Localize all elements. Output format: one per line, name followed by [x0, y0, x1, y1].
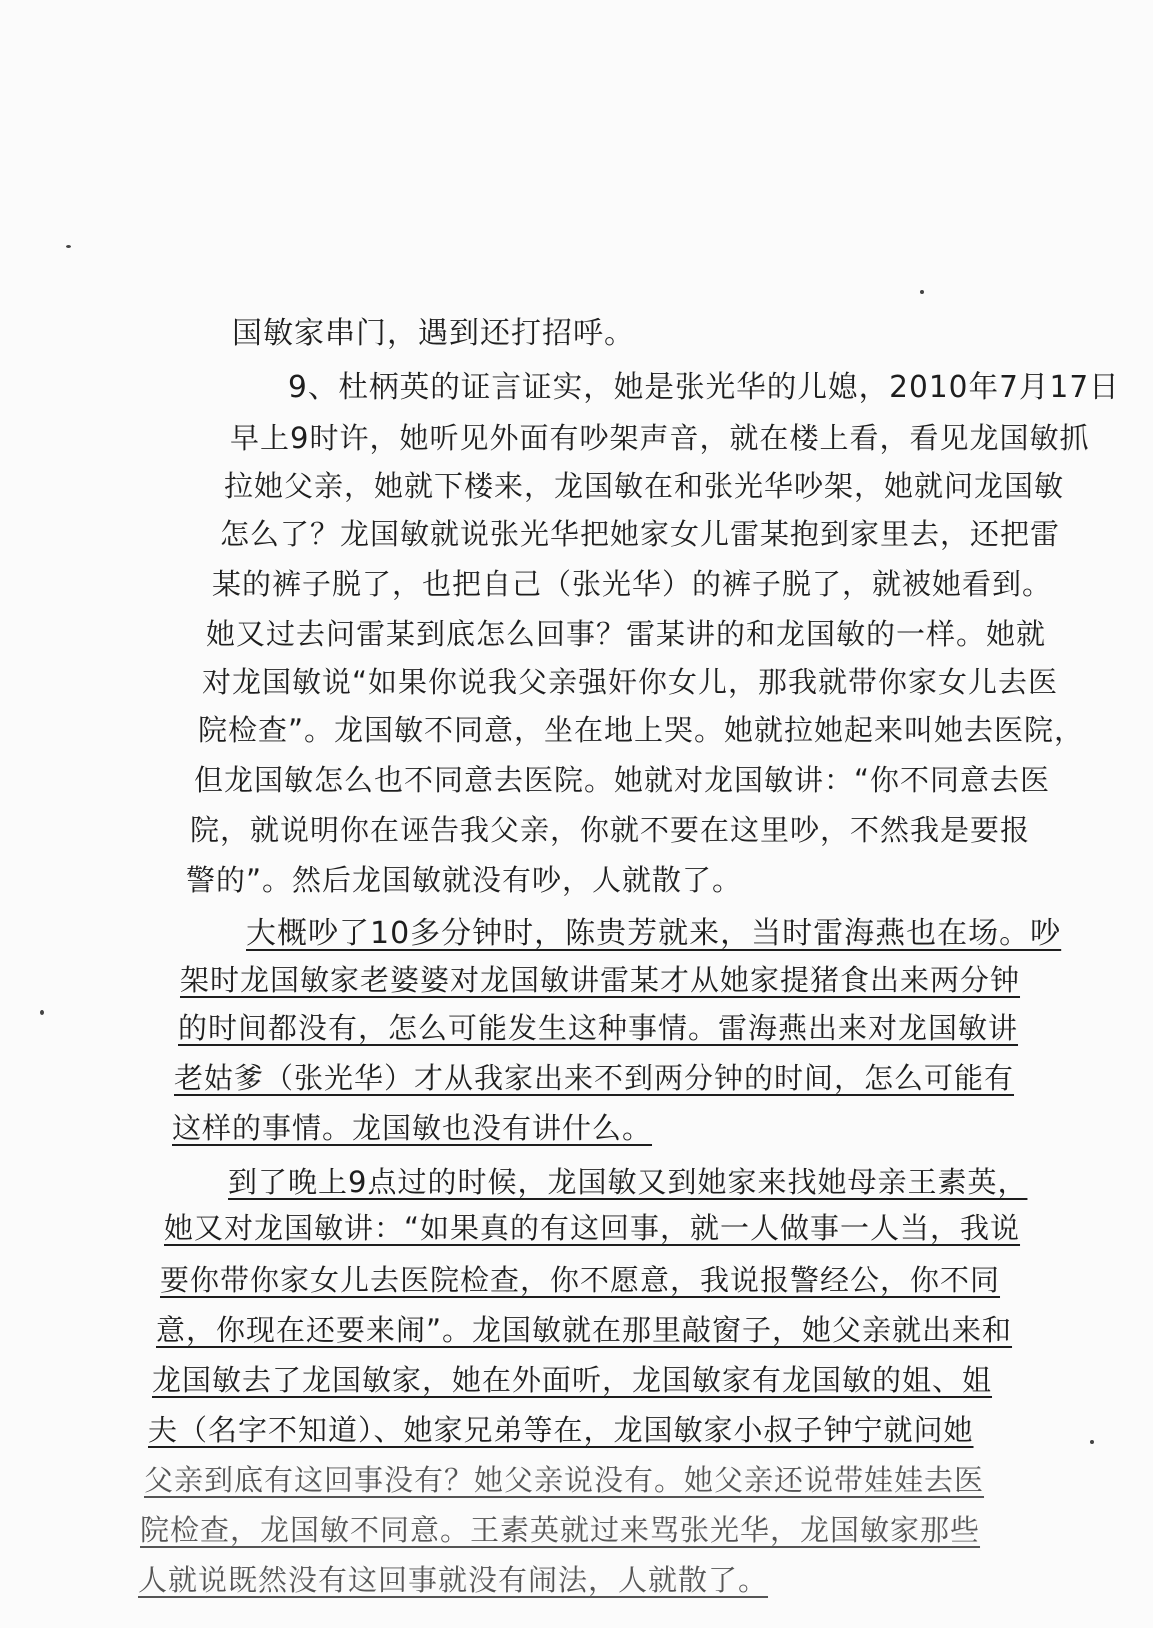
text-line: 院检查”。龙国敏不同意，坐在地上哭。她就拉她起来叫她去医院，	[198, 713, 1085, 747]
text-line: 她又过去问雷某到底怎么回事？雷某讲的和龙国敏的一样。她就	[206, 617, 1047, 651]
text-line: 拉她父亲，她就下楼来，龙国敏在和张光华吵架，她就问龙国敏	[224, 469, 1065, 503]
scan-speck	[66, 245, 71, 248]
text-line: 9、杜柄英的证言证实，她是张光华的儿媳，2010年7月17日	[288, 370, 1120, 405]
text-line: 怎么了？龙国敏就说张光华把她家女儿雷某抱到家里去，还把雷	[220, 517, 1061, 551]
scan-speck	[40, 1010, 44, 1015]
text-line: 但龙国敏怎么也不同意去医院。她就对龙国敏讲：“你不同意去医	[194, 763, 1051, 797]
text-line-underlined: 意，你现在还要来闹”。龙国敏就在那里敲窗子，她父亲就出来和	[156, 1313, 1013, 1347]
text-line-underlined: 大概吵了10多分钟时，陈贵芳就来，当时雷海燕也在场。吵	[246, 916, 1062, 951]
text-line: 国敏家串门，遇到还打招呼。	[232, 316, 635, 351]
text-line: 对龙国敏说“如果你说我父亲强奸你女儿，那我就带你家女儿去医	[202, 665, 1059, 699]
text-line-underlined: 架时龙国敏家老婆婆对龙国敏讲雷某才从她家提猪食出来两分钟	[180, 963, 1021, 997]
text-line-underlined: 龙国敏去了龙国敏家，她在外面听，龙国敏家有龙国敏的姐、姐	[152, 1363, 993, 1397]
text-line-underlined: 这样的事情。龙国敏也没有讲什么。	[172, 1111, 653, 1145]
text-line-underlined: 夫（名字不知道）、她家兄弟等在，龙国敏家小叔子钟宁就问她	[148, 1413, 974, 1447]
text-line: 早上9时许，她听见外面有吵架声音，就在楼上看，看见龙国敏抓	[230, 421, 1090, 455]
text-line-underlined: 到了晚上9点过的时候，龙国敏又到她家来找她母亲王素英，	[228, 1165, 1028, 1199]
text-line: 警的”。然后龙国敏就没有吵，人就散了。	[186, 863, 743, 897]
text-line: 某的裤子脱了，也把自己（张光华）的裤子脱了，就被她看到。	[212, 567, 1053, 601]
text-line-underlined: 她又对龙国敏讲：“如果真的有这回事，就一人做事一人当，我说	[164, 1211, 1021, 1245]
text-line-underlined: 的时间都没有，怎么可能发生这种事情。雷海燕出来对龙国敏讲	[178, 1011, 1019, 1045]
scan-speck	[920, 290, 924, 294]
text-line-underlined: 老姑爹（张光华）才从我家出来不到两分钟的时间，怎么可能有	[174, 1061, 1015, 1095]
text-line-underlined: 要你带你家女儿去医院检查，你不愿意，我说报警经公，你不同	[160, 1263, 1001, 1297]
text-line-underlined: 院检查，龙国敏不同意。王素英就过来骂张光华，龙国敏家那些	[140, 1513, 981, 1547]
scan-speck	[1090, 1440, 1094, 1444]
text-line-underlined: 人就说既然没有这回事就没有闹法，人就散了。	[138, 1563, 769, 1597]
text-line: 院，就说明你在诬告我父亲，你就不要在这里吵，不然我是要报	[190, 813, 1031, 847]
text-line-underlined: 父亲到底有这回事没有？她父亲说没有。她父亲还说带娃娃去医	[144, 1463, 985, 1497]
